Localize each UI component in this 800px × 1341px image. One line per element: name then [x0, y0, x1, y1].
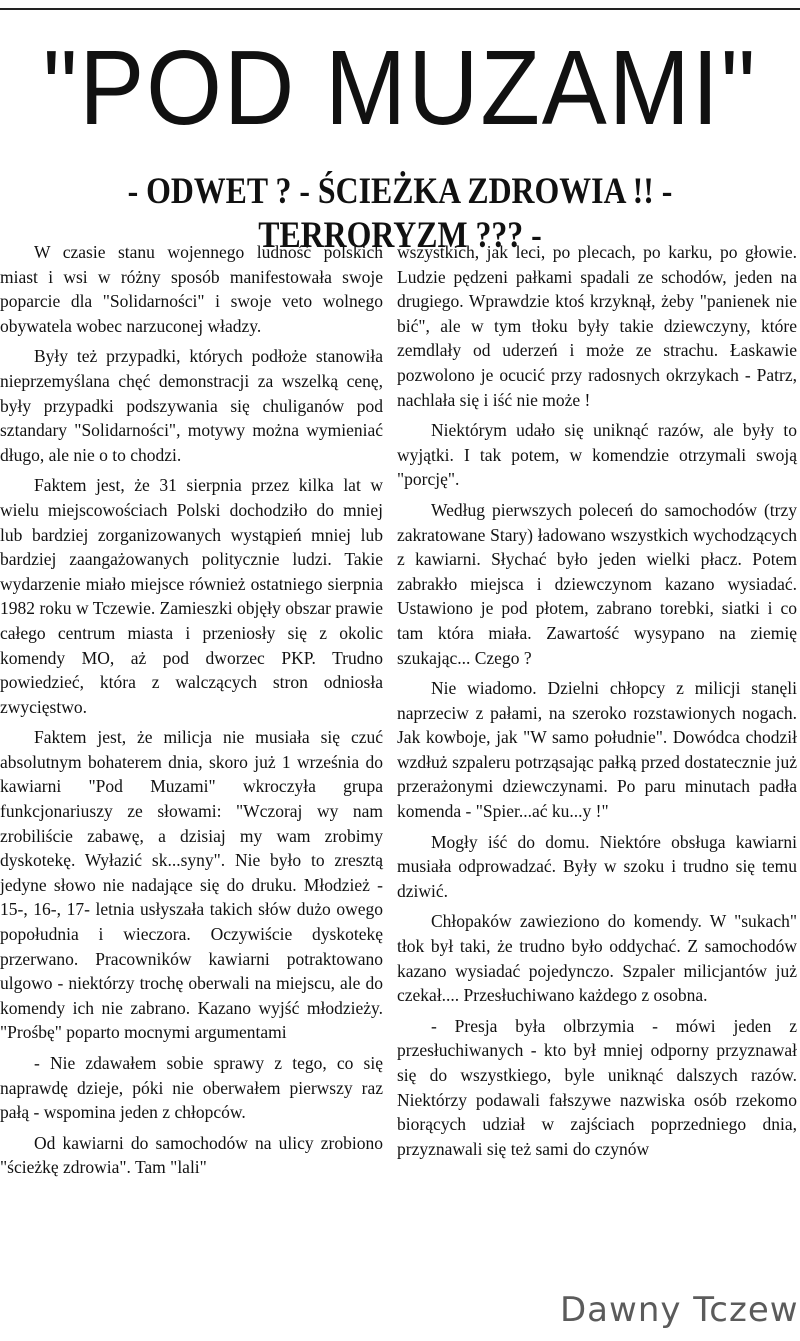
paragraph: Chłopaków zawieziono do komendy. W "sukach" tłok był taki, że trudno było oddychać. Z samochodów kazano wysiadać pojedynczo. Szpaler milicjantów już czekał.... Przesłuchiwano każdego z osobna. [397, 911, 797, 1006]
top-rule [0, 8, 800, 10]
paragraph: - Nie zdawałem sobie sprawy z tego, co się naprawdę dzieje, póki nie oberwałem pierwszy raz pałą - wspomina jeden z chłopców. [0, 1053, 383, 1123]
paragraph-continuation: wszystkich, jak leci, po plecach, po karku, po głowie. Ludzie pędzeni pałkami spadali ze schodów, jeden na drugiego. Wprawdzie ktoś krzyknął, żeby "panienek nie bić", ale w tym tłoku były takie dziewczyny, które zemdlały od uderzeń i może ze strachu. Łaskawie pozwolono je ocucić przy radosnych okrzykach - Patrz, nachlała się i iść nie może ! [397, 242, 797, 410]
article-column-left [0, 240, 383, 1186]
paragraph: Faktem jest, że milicja nie musiała się czuć absolutnym bohaterem dnia, skoro już 1 września do kawiarni "Pod Muzami" wkroczyła grupa funkcjonariuszy ze słowami: "Wczoraj wy nam zrobiliście zabawę, a dzisiaj my wam zrobimy dyskotekę. Wyłazić sk...syny". Nie było to zresztą jedyne słowo nie nadające się do druku. Młodzież - 15-, 16-, 17- letnia usłyszała takich słów dużo owego popołudnia i wieczora. Oczywiście dyskotekę przerwano. Pracowników kawiarni potraktowano ulgowo - niektórzy trochę oberwali na miejscu, ale do komendy ich nie zabrano. Kazano wyjść młodzieży. "Prośbę" poparto mocnymi argumentami [0, 727, 383, 1043]
paragraph: Faktem jest, że 31 sierpnia przez kilka lat w wielu miejscowościach Polski dochodziło do mniej lub bardziej zorganizowanych wystąpień mniej lub bardziej zaangażowanych politycznie ludzi. Takie wydarzenie miało miejsce również ostatniego sierpnia 1982 roku w Tczewie. Zamieszki objęły obszar prawie całego centrum miasta i przeniosły się z okolic komendy MO, aż pod dworzec PKP. Trudno powiedzieć, która z walczących stron odniosła zwycięstwo. [0, 475, 383, 717]
page-title: "POD MUZAMI" [42, 29, 758, 147]
subtitle: - ODWET ? - ŚCIEŻKA ZDROWIA !! - TERRORYZM ??? - [127, 171, 673, 256]
paragraph: Nie wiadomo. Dzielni chłopcy z milicji stanęli naprzeciw z pałami, na szeroko rozstawionych nogach. Jak kowboje, jak "W samo południe". Dowódca chodził wzdłuż szpaleru potrząsając pałką przed dostatecznie już przerażonymi dziewczynami. Po paru minutach padła komenda - "Spier...ać ku...y !" [397, 678, 797, 822]
watermark-text: Dawny Tczew [560, 1290, 799, 1330]
paragraph: - Presja była olbrzymia - mówi jeden z przesłuchiwanych - kto był mniej odporny przyznawał się do wszystkiego, byle uniknąć dalszych razów. Niektórzy podawali fałszywe nazwiska osób rzekomo biorących udział w zajściach poprzedniego dnia, przyznawali się też sami do czynów [397, 1015, 797, 1159]
paragraph: Mogły iść do domu. Niektóre obsługa kawiarni musiała odprowadzać. Były w szoku i trudno się temu dziwić. [397, 831, 797, 901]
article-column-right [397, 240, 797, 1167]
paragraph: W czasie stanu wojennego ludność polskich miast i wsi w różny sposób manifestowała swoje poparcie dla "Solidarności" i swoje veto wolnego obywatela wobec narzuconej władzy. [0, 242, 383, 336]
paragraph: Według pierwszych poleceń do samochodów (trzy zakratowane Stary) ładowano wszystkich wychodzących z kawiarni. Słychać było jeden wielki płacz. Potem zabrakło miejsca i dziewczynom kazano wysiadać. Ustawiono je pod płotem, zabrano torebki, siatki i co tam która miała. Zawartość wysypano na ziemię szukając... Czego ? [397, 499, 797, 668]
paragraph: Były też przypadki, których podłoże stanowiła nieprzemyślana chęć demonstracji za wszelką cenę, były przypadki podszywania się chuliganów pod sztandary "Solidarności", motywy można wymieniać długo, ale nie o to chodzi. [0, 346, 383, 465]
paragraph: Od kawiarni do samochodów na ulicy zrobiono "ścieżkę zdrowia". Tam "lali" [0, 1132, 383, 1178]
paragraph: Niektórym udało się uniknąć razów, ale były to wyjątki. I tak potem, w komendzie otrzymali swoją "porcję". [397, 420, 797, 490]
